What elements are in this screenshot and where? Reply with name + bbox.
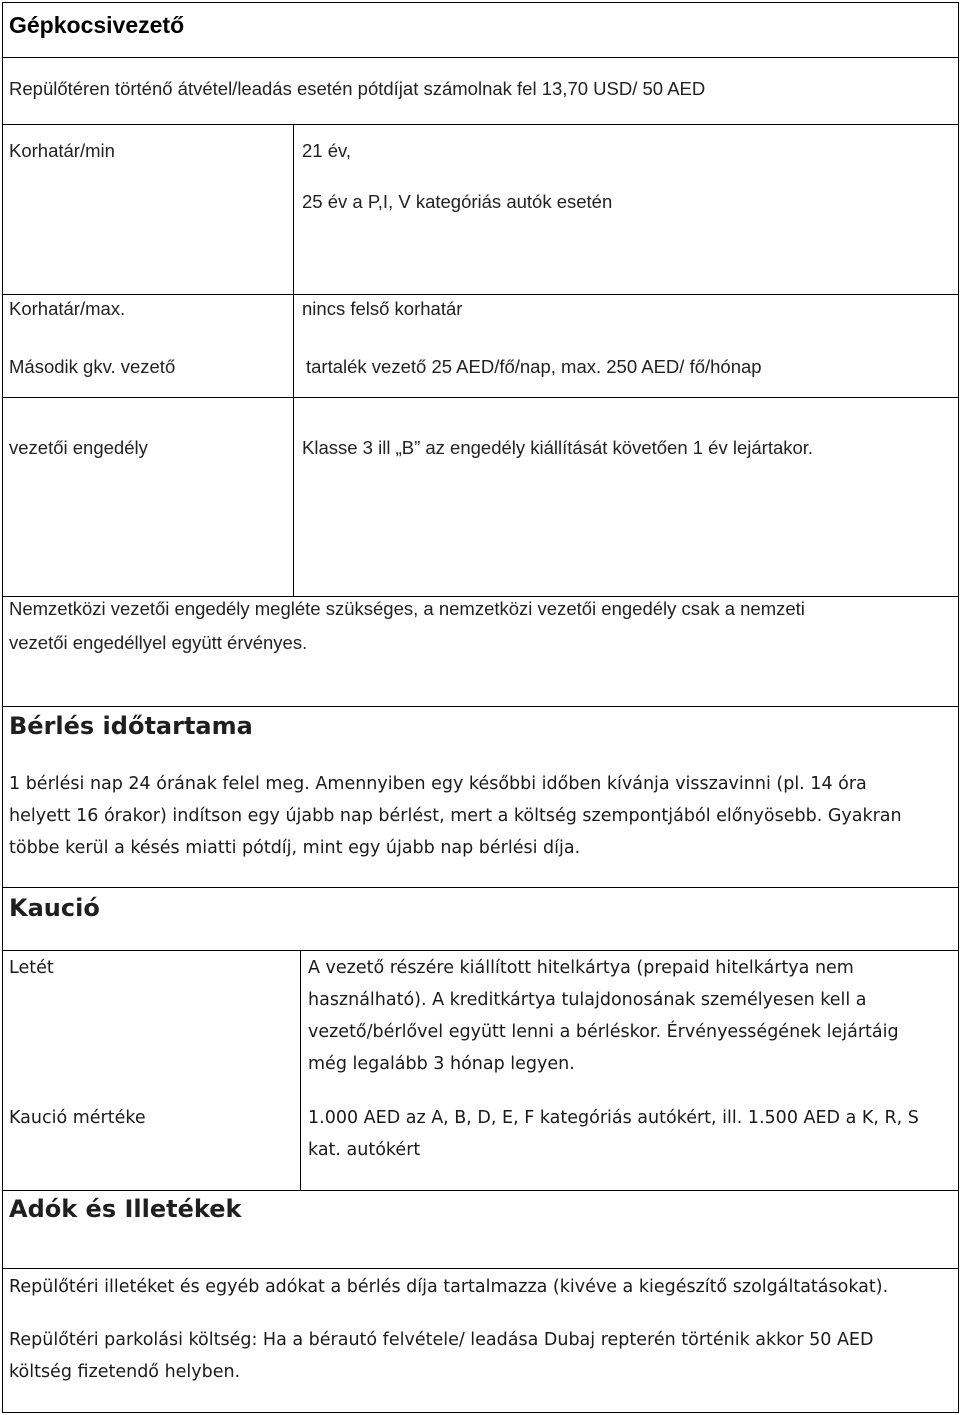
license-label: vezetői engedély [9, 437, 148, 458]
taxes-text: Repülőtéri illetéket és egyéb adókat a bérlés díja tartalmazza (kivéve a kiegészítő szolgáltatásokat). [9, 1277, 889, 1297]
table-border-right [958, 2, 959, 1413]
section-heading-driver: Gépkocsivezető [9, 12, 185, 38]
intl-license-text: Nemzetközi vezetői engedély megléte szükséges, a nemzetközi vezetői engedély csak a nemzeti [9, 598, 805, 619]
rental-period-text: többe kerül a késés miatti pótdíj, mint egy újabb nap bérlési díja. [9, 838, 581, 858]
column-divider [293, 124, 294, 596]
row-divider [2, 1268, 959, 1269]
row-divider [2, 950, 959, 951]
deposit-value: használható). A kreditkártya tulajdonosának személyesen kell a [308, 990, 867, 1010]
second-driver-label: Második gkv. vezető [9, 356, 176, 377]
section-heading-taxes: Adók és Illetékek [9, 1195, 242, 1223]
age-max-label: Korhatár/max. [9, 298, 126, 319]
deposit-amount-label: Kaució mértéke [9, 1108, 146, 1128]
column-divider [300, 950, 301, 1190]
rental-period-text: helyett 16 órakor) indítson egy újabb nap bérlést, mert a költség szempontjából előnyösebb. Gyakran [9, 806, 902, 826]
row-divider [2, 397, 959, 398]
airport-fee-text: Repülőtéren történő átvétel/leadás esetén pótdíjat számolnak fel 13,70 USD/ 50 AED [9, 78, 706, 99]
license-value: Klasse 3 ill „B” az engedély kiállítását követően 1 év lejártakor. [302, 437, 814, 458]
second-driver-value: tartalék vezető 25 AED/fő/nap, max. 250 AED/ fő/hónap [306, 356, 762, 377]
parking-fee-text: költség fizetendő helyben. [9, 1362, 241, 1382]
table-border-top [2, 2, 959, 3]
age-min-value: 21 év, [302, 140, 352, 161]
section-heading-deposit: Kaució [9, 894, 100, 922]
deposit-amount-value: kat. autókért [308, 1140, 421, 1160]
row-divider [2, 706, 959, 707]
row-divider [2, 57, 959, 58]
table-border-bottom [2, 1412, 959, 1413]
rental-period-text: 1 bérlési nap 24 órának felel meg. Amennyiben egy későbbi időben kívánja visszavinni (pl. 14 óra [9, 774, 867, 794]
row-divider [2, 887, 959, 888]
deposit-value: vezető/bérlővel együtt lenni a bérléskor. Érvényességének lejártáig [308, 1022, 899, 1042]
deposit-label: Letét [9, 958, 54, 978]
age-min-value: 25 év a P,I, V kategóriás autók esetén [302, 191, 613, 212]
row-divider [2, 596, 959, 597]
parking-fee-text: Repülőtéri parkolási költség: Ha a bérautó felvétele/ leadása Dubaj repterén történik akkor 50 AED [9, 1330, 874, 1350]
age-min-label: Korhatár/min [9, 140, 115, 161]
row-divider [2, 294, 959, 295]
deposit-value: még legalább 3 hónap legyen. [308, 1054, 575, 1074]
intl-license-text: vezetői engedéllyel együtt érvényes. [9, 632, 308, 653]
row-divider [2, 1190, 959, 1191]
table-border-left [2, 2, 3, 1413]
deposit-amount-value: 1.000 AED az A, B, D, E, F kategóriás autókért, ill. 1.500 AED a K, R, S [308, 1108, 919, 1128]
age-max-value: nincs felső korhatár [302, 298, 463, 319]
section-heading-rental-period: Bérlés időtartama [9, 712, 253, 740]
deposit-value: A vezető részére kiállított hitelkártya (prepaid hitelkártya nem [308, 958, 854, 978]
row-divider [2, 124, 959, 125]
